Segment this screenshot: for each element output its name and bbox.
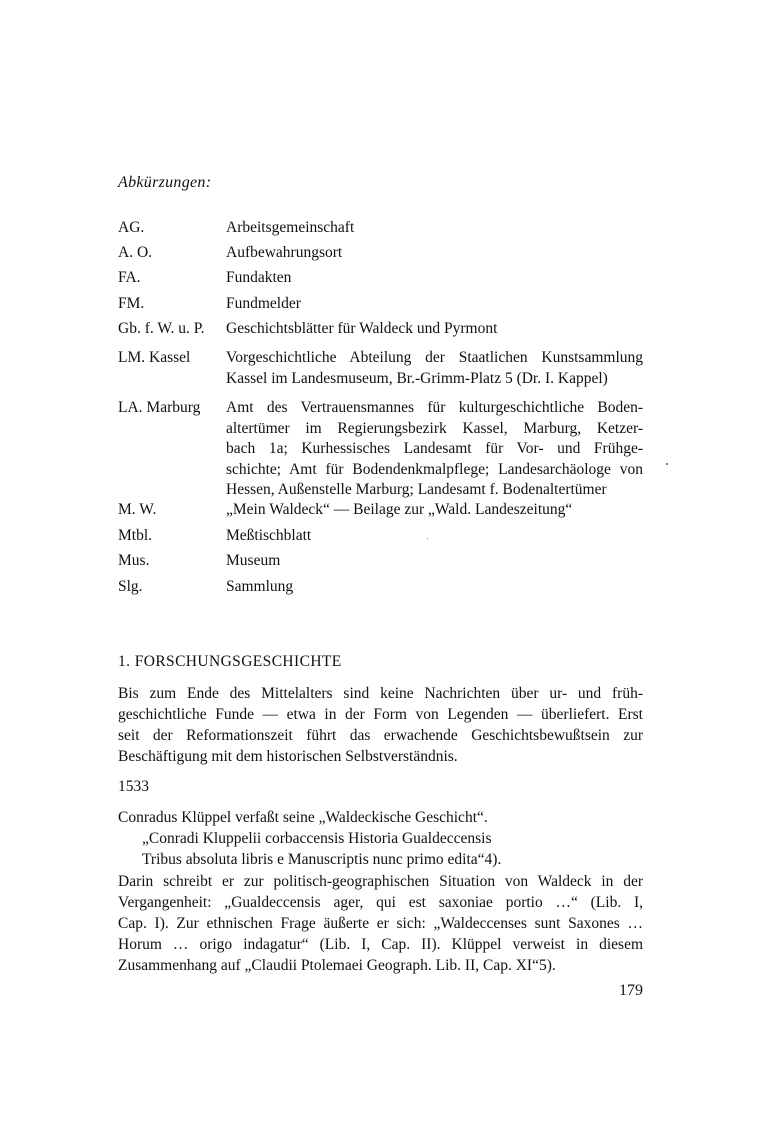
- print-speck: [666, 463, 668, 465]
- paragraph-line: Zusammenhang auf „Claudii Ptolemaei Geograph. Lib. II, Cap. XI“5).: [118, 957, 556, 974]
- abbreviation-meaning-line: Fundakten: [226, 269, 292, 286]
- print-speck: [427, 538, 428, 539]
- paragraph-line: Darin schreibt er zur politisch-geographischen Situation von Waldeck in der: [118, 873, 643, 890]
- abbreviation-meaning-line: Hessen, Außenstelle Marburg; Landesamt f. Bodenaltertümer: [226, 481, 607, 498]
- entry-line: [118, 807, 643, 828]
- abbreviation-meaning: [226, 348, 643, 389]
- abbreviation-meaning-line: Geschichtsblätter für Waldeck und Pyrmont: [226, 320, 498, 337]
- abbreviation-key: A. O.: [118, 244, 153, 261]
- abbreviation-meaning: [226, 551, 643, 572]
- abbreviation-meaning-line: Museum: [226, 552, 281, 569]
- paragraph-line: Beschäftigung mit dem historischen Selbstverständnis.: [118, 748, 458, 765]
- abbreviation-meaning: [226, 398, 643, 501]
- section-title: 1. FORSCHUNGSGESCHICHTE: [118, 653, 342, 670]
- abbreviation-meaning-line: schichte; Amt für Bodendenkmalpflege; Landesarchäologe von: [226, 460, 643, 478]
- abbreviation-meaning-line: Meßtischblatt: [226, 527, 312, 544]
- paragraph-line: Bis zum Ende des Mittelalters sind keine Nachrichten über ur- und früh-: [118, 685, 643, 702]
- paragraph-line: seit der Reformationszeit führt das erwachende Geschichtsbewußtsein zur: [118, 727, 643, 744]
- abbreviation-meaning-line: Amt des Vertrauensmannes für kulturgeschichtliche Boden-: [226, 399, 643, 416]
- abbreviation-meaning-line: „Mein Waldeck“ — Beilage zur „Wald. Landeszeitung“: [226, 501, 573, 518]
- abbreviation-key: Slg.: [118, 578, 143, 595]
- abbreviation-key: FA.: [118, 269, 141, 286]
- abbreviation-meaning-line: Kassel im Landesmuseum, Br.-Grimm-Platz 5 (Dr. I. Kappel): [226, 369, 608, 387]
- paragraph-line: Conradus Klüppel verfaßt seine „Waldeckische Geschicht“.: [118, 809, 488, 826]
- abbreviation-key: FM.: [118, 295, 145, 312]
- body-paragraph: [118, 871, 643, 976]
- paragraph-line: geschichtliche Funde — etwa in der Form von Legenden — überliefert. Erst: [118, 706, 643, 723]
- book-page: [118, 0, 643, 1129]
- abbreviation-meaning-line: Aufbewahrungsort: [226, 244, 343, 261]
- paragraph-line: Vergangenheit: „Gualdeccensis ager, qui est saxoniae portio …“ (Lib. I,: [118, 894, 643, 911]
- intro-paragraph: [118, 683, 643, 767]
- abbreviation-key: AG.: [118, 219, 145, 236]
- abbreviation-meaning-line: Vorgeschichtliche Abteilung der Staatlichen Kunstsammlung: [226, 349, 643, 366]
- abbreviation-meaning-line: Arbeitsgemeinschaft: [226, 219, 355, 236]
- abbreviation-key: Mus.: [118, 552, 150, 569]
- abbreviations-heading: Abkürzungen:: [118, 174, 212, 191]
- abbreviation-meaning: [226, 526, 643, 547]
- abbreviation-key: Mtbl.: [118, 527, 153, 544]
- abbreviation-meaning: [226, 268, 643, 289]
- abbreviation-meaning: [226, 500, 643, 521]
- abbreviation-meaning: [226, 243, 643, 264]
- abbreviation-meaning-line: bach 1a; Kurhessisches Landesamt für Vor- und Frühge-: [226, 440, 643, 457]
- year-heading: 1533: [118, 778, 149, 795]
- abbreviation-meaning: [226, 218, 643, 239]
- paragraph-line: Horum … origo indagatur“ (Lib. I, Cap. II). Klüppel verweist in diesem: [118, 936, 643, 953]
- abbreviation-key: LM. Kassel: [118, 349, 191, 366]
- abbreviation-meaning: [226, 294, 643, 315]
- page-number: 179: [619, 982, 643, 999]
- paragraph-line: Cap. I). Zur ethnischen Frage äußerte er sich: „Waldeccenses sunt Saxones …: [118, 915, 643, 932]
- abbreviation-meaning-line: Fundmelder: [226, 295, 301, 312]
- abbreviation-key: M. W.: [118, 501, 157, 518]
- abbreviation-meaning-line: Sammlung: [226, 578, 294, 595]
- abbreviation-key: LA. Marburg: [118, 399, 201, 416]
- quote-line: Tribus absoluta libris e Manuscriptis nunc primo edita“4).: [142, 851, 502, 868]
- abbreviation-meaning-line: altertümer im Regierungsbezirk Kassel, Marburg, Ketzer-: [226, 419, 643, 437]
- abbreviation-key: Gb. f. W. u. P.: [118, 320, 205, 337]
- abbreviation-meaning: [226, 319, 643, 340]
- abbreviation-meaning: [226, 577, 643, 598]
- quote-line: „Conradi Kluppelii corbaccensis Historia Gualdeccensis: [142, 830, 492, 847]
